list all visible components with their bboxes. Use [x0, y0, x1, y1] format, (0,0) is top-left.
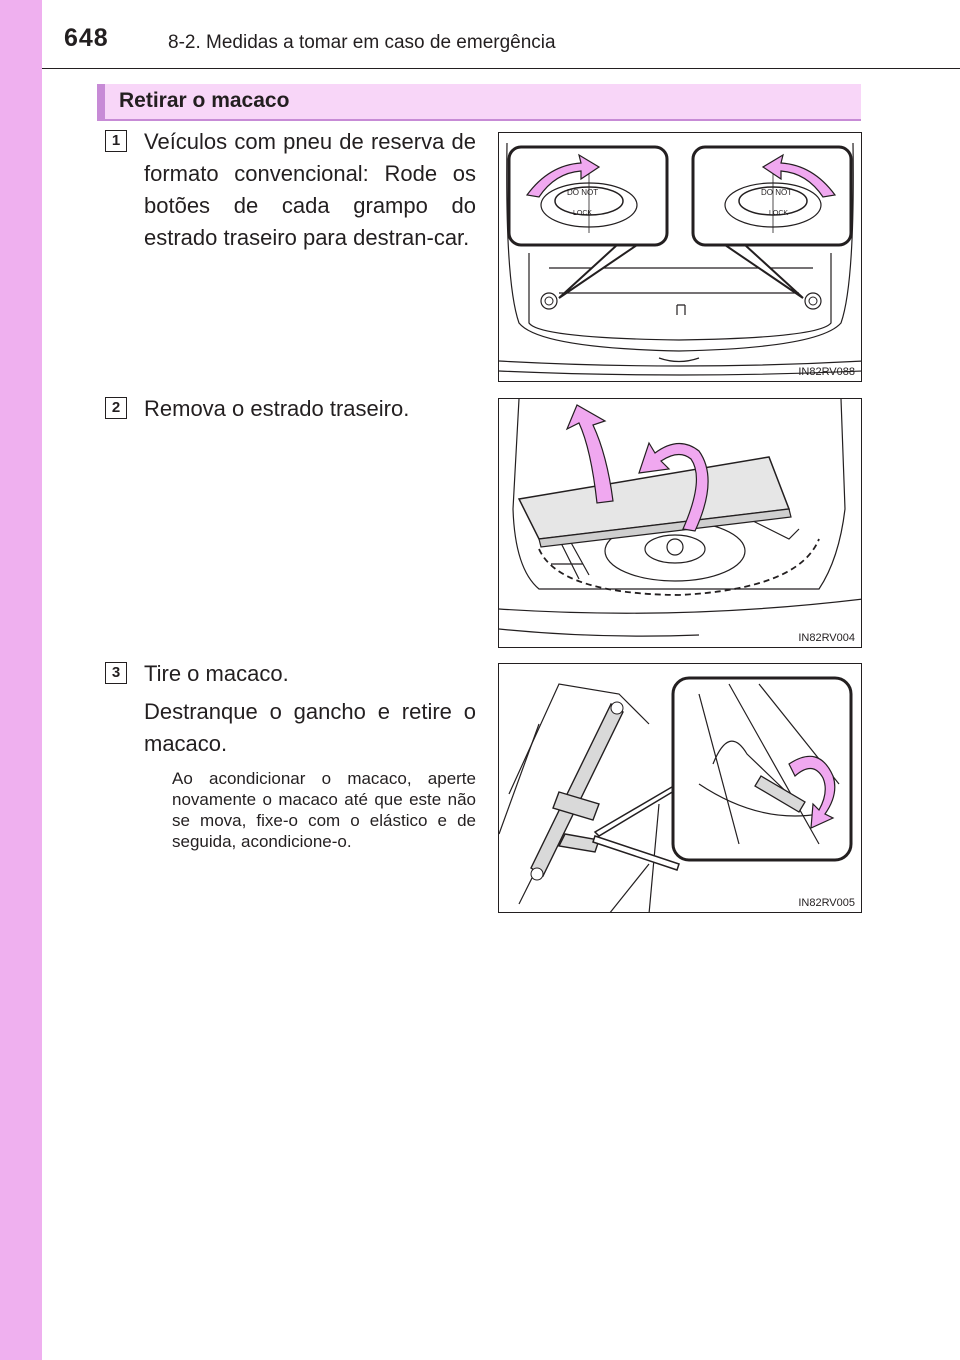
section-underline — [97, 119, 861, 121]
page-number: 648 — [64, 24, 109, 52]
step-3-number: 3 — [105, 662, 127, 684]
figure-step-1 — [498, 132, 862, 382]
figure-code: IN82RV088 — [798, 366, 855, 378]
section-title: Retirar o macaco — [119, 89, 290, 112]
jack-removal-illustration — [499, 664, 862, 913]
clamp-label-right-lock: LOCK — [769, 210, 789, 217]
step-2-number: 2 — [105, 397, 127, 419]
clamp-label-left-lock: LOCK — [573, 210, 593, 217]
clamp-label-right-do-not: DO NOT — [761, 188, 793, 197]
step-3-text-2: Destranque o gancho e retire o macaco. — [144, 699, 476, 756]
chapter-title: 8-2. Medidas a tomar em caso de emergência — [168, 32, 556, 53]
step-3-text: Tire o macaco. — [144, 661, 289, 686]
step-1-text: Veículos com pneu de reserva de formato convencional: Rode os botões de cada grampo do estrado traseiro para destran-car. — [144, 129, 476, 250]
figure-code: IN82RV005 — [798, 897, 855, 909]
figure-step-2 — [498, 398, 862, 648]
step-1-number: 1 — [105, 130, 127, 152]
remove-deck-board-illustration — [499, 399, 862, 648]
figure-code: IN82RV004 — [798, 632, 855, 644]
figure-step-3 — [498, 663, 862, 913]
clamp-label-left-do-not: DO NOT — [567, 188, 599, 197]
side-tab-strip — [0, 0, 42, 1360]
section-header — [97, 84, 861, 120]
step-3-note: Ao acondicionar o macaco, aperte novamente o macaco até que este não se mova, fixe-o com o elástico e de seguida, acondicione-o. — [172, 769, 476, 851]
header-rule — [42, 68, 960, 69]
step-2-text: Remova o estrado traseiro. — [144, 396, 410, 421]
trunk-deck-clamps-illustration — [499, 133, 862, 382]
